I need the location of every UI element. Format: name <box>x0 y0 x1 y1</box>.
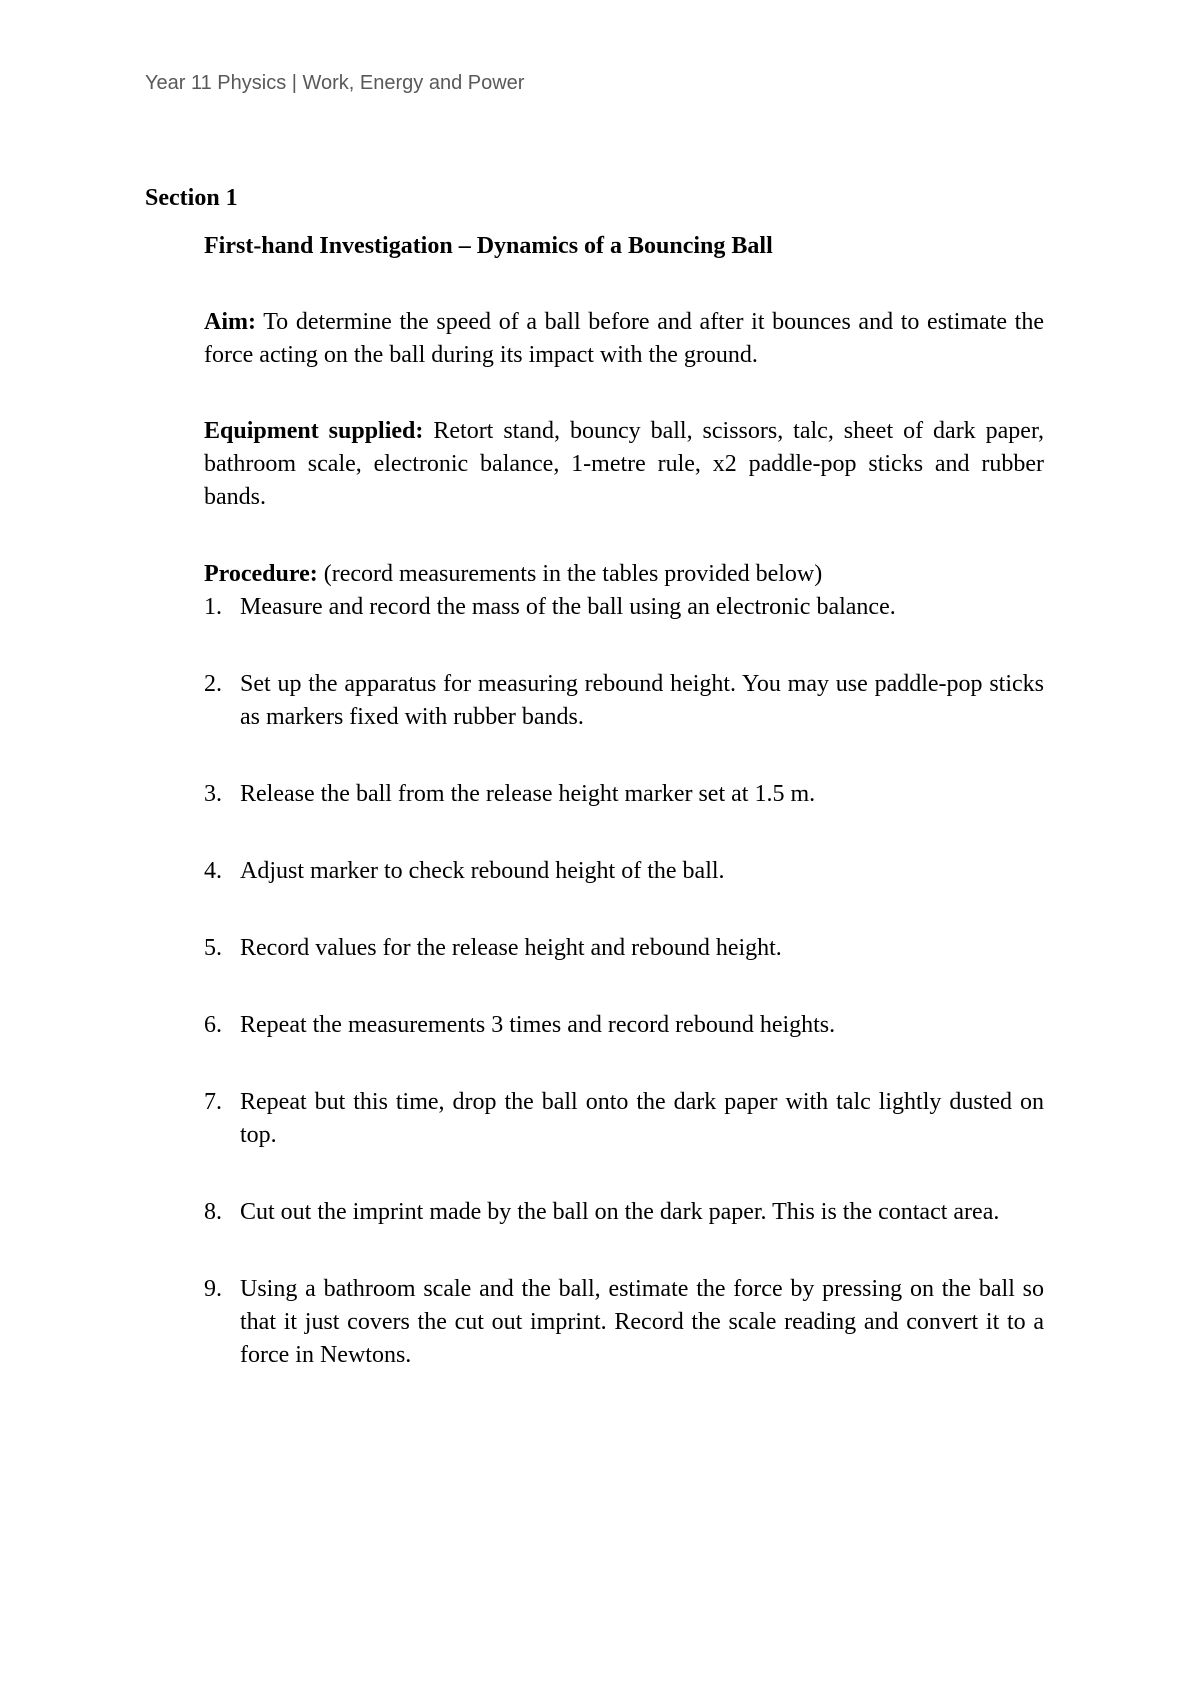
step-text: Using a bathroom scale and the ball, estimate the force by pressing on the ball so that it just covers the cut out imprint. Record the scale reading and convert it to a force in Newtons. <box>240 1276 1044 1368</box>
procedure-steps <box>204 591 1044 1372</box>
section-content <box>204 230 1044 1372</box>
step-text: Repeat but this time, drop the ball onto the dark paper with talc lightly dusted on top. <box>240 1089 1044 1148</box>
step-number: 6. <box>204 1012 222 1038</box>
step-text: Cut out the imprint made by the ball on the dark paper. This is the contact area. <box>240 1199 1000 1225</box>
step-text: Measure and record the mass of the ball using an electronic balance. <box>240 594 896 620</box>
step-text: Repeat the measurements 3 times and record rebound heights. <box>240 1012 836 1038</box>
step-number: 4. <box>204 858 222 884</box>
procedure-step <box>204 1273 1044 1372</box>
step-text: Record values for the release height and rebound height. <box>240 935 782 961</box>
equipment-label: Equipment supplied: <box>204 418 424 444</box>
procedure-paragraph <box>204 558 1044 591</box>
procedure-step <box>204 668 1044 734</box>
page-header: Year 11 Physics | Work, Energy and Power <box>145 72 525 94</box>
step-text: Set up the apparatus for measuring rebound height. You may use paddle-pop sticks as markers fixed with rubber bands. <box>240 671 1044 730</box>
procedure-step <box>204 591 1044 624</box>
step-number: 2. <box>204 671 222 697</box>
step-number: 9. <box>204 1276 222 1302</box>
equipment-text: Retort stand, bouncy ball, scissors, talc, sheet of dark paper, bathroom scale, electronic balance, 1-metre rule, x2 paddle-pop sticks and rubber bands. <box>204 418 1044 510</box>
step-number: 1. <box>204 594 222 620</box>
procedure-text: (record measurements in the tables provided below) <box>317 561 823 587</box>
procedure-step <box>204 1086 1044 1152</box>
step-number: 5. <box>204 935 222 961</box>
step-number: 3. <box>204 781 222 807</box>
step-text: Release the ball from the release height marker set at 1.5 m. <box>240 781 816 807</box>
procedure-label: Procedure: <box>204 561 318 587</box>
step-number: 8. <box>204 1199 222 1225</box>
equipment-paragraph <box>204 415 1044 514</box>
procedure-step <box>204 778 1044 811</box>
investigation-title: First-hand Investigation – Dynamics of a Bouncing Ball <box>204 233 773 259</box>
procedure-step <box>204 855 1044 888</box>
aim-paragraph <box>204 306 1044 372</box>
step-number: 7. <box>204 1089 222 1115</box>
procedure-step <box>204 932 1044 965</box>
aim-text: To determine the speed of a ball before and after it bounces and to estimate the force acting on the ball during its impact with the ground. <box>204 309 1044 368</box>
aim-label: Aim: <box>204 309 256 335</box>
section-heading: Section 1 <box>145 185 238 211</box>
procedure-step <box>204 1196 1044 1229</box>
procedure-step <box>204 1009 1044 1042</box>
step-text: Adjust marker to check rebound height of the ball. <box>240 858 725 884</box>
